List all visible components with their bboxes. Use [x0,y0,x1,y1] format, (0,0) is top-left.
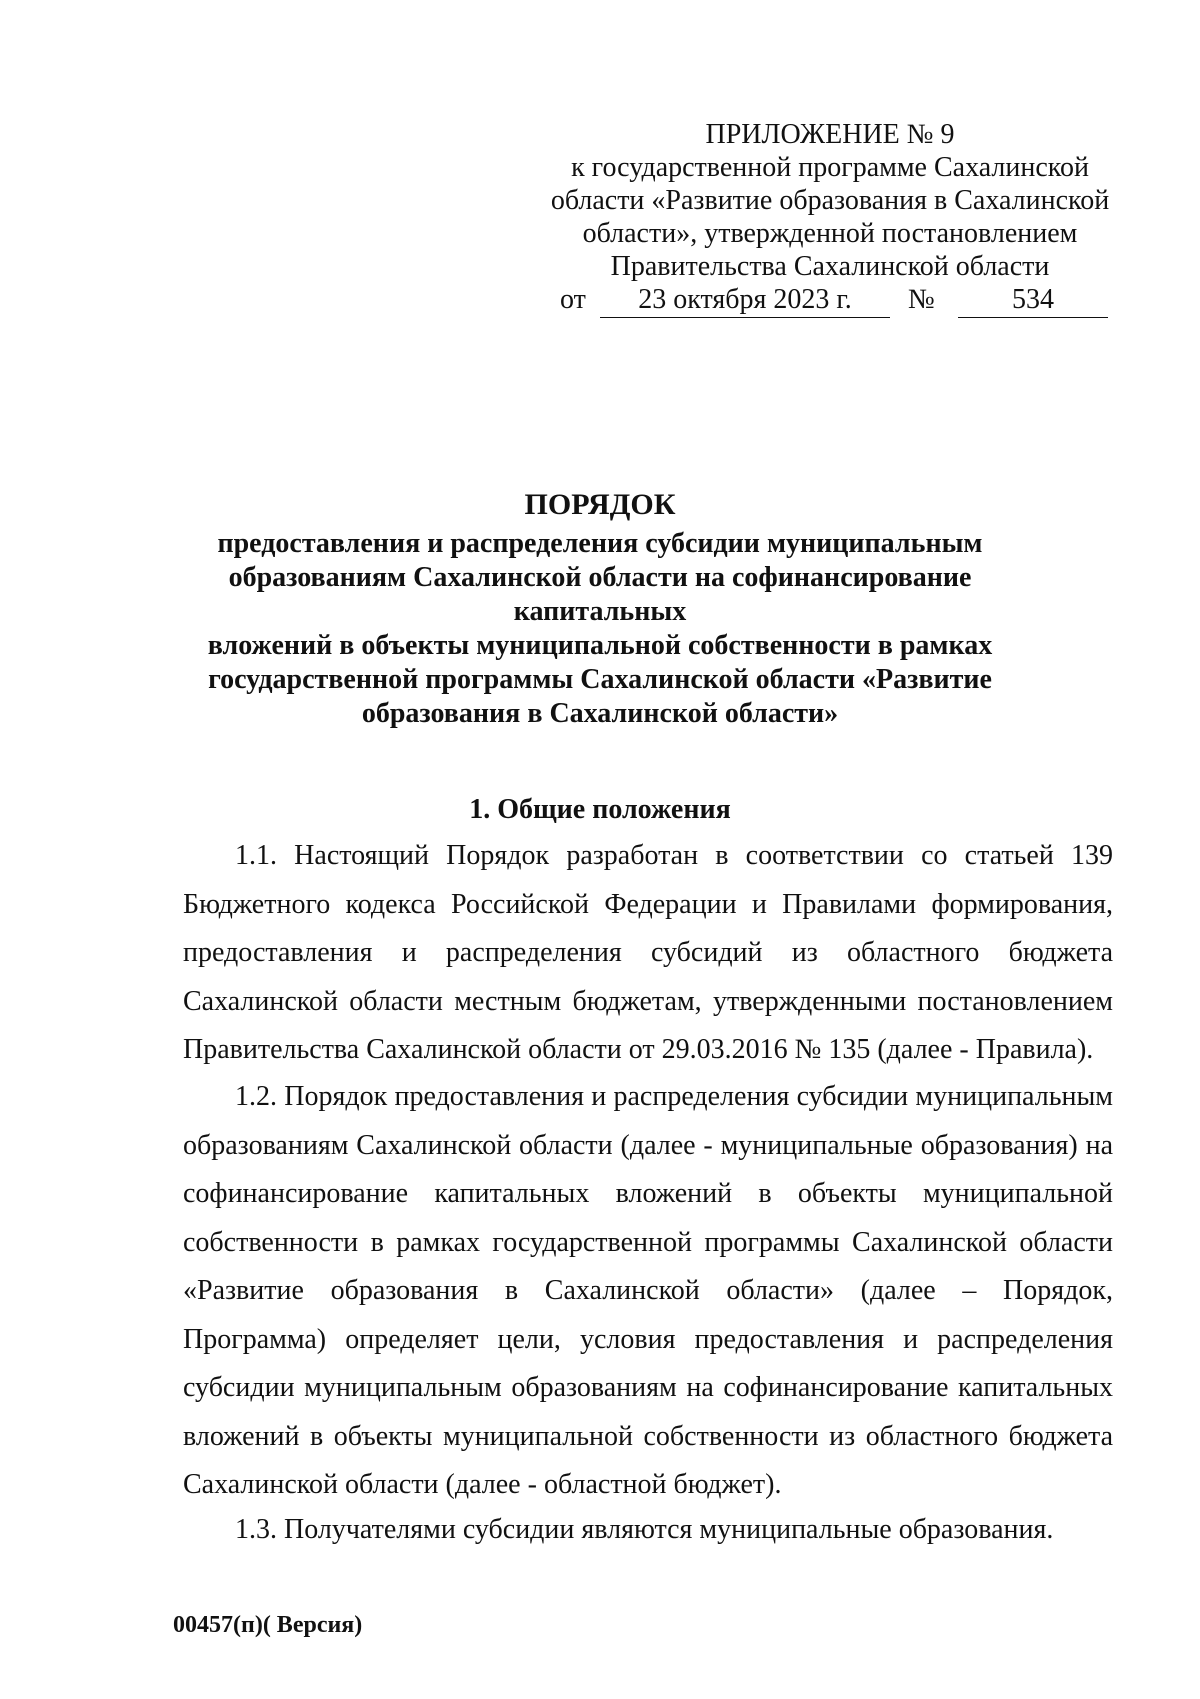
paragraph-line: субсидии муниципальным образованиям на софинансирование капитальных [183,1372,1113,1403]
paragraph-line: Бюджетного кодекса Российской Федерации и Правилами формирования, [183,888,1113,920]
paragraph-1-3 [183,1506,1113,1555]
document-version: ( Версия) [262,1612,363,1638]
document-code [173,1611,362,1639]
paragraph-line: «Развитие образования в Сахалинской области» (далее – Порядок, [183,1275,1113,1306]
resolution-date: 23 октября 2023 г. [600,284,890,318]
number-sign: № [908,284,935,315]
subtitle-line: государственной программы Сахалинской области «Развитие [208,664,992,695]
paragraph-line: Сахалинской области (далее - областной бюджет). [183,1469,782,1500]
paragraph-line: 1.2. Порядок предоставления и распределения субсидии муниципальным [235,1081,1113,1112]
paragraph-line: вложений в объекты муниципальной собственности из областного бюджета [183,1420,1113,1452]
paragraph-line: 1.1. Настоящий Порядок разработан в соответствии со статьей 139 [235,840,1113,871]
document-title: ПОРЯДОК [524,488,676,521]
paragraph-line: предоставления и распределения субсидий из областного бюджета [183,937,1113,968]
appendix-line: области «Развитие образования в Сахалинской [550,185,1110,216]
section-heading: 1. Общие положения [469,794,731,825]
appendix-header [540,118,1120,283]
paragraph-line: собственности в рамках государственной программы Сахалинской области [183,1226,1113,1258]
subtitle-line: предоставления и распределения субсидии муниципальным [217,528,983,559]
paragraph-line: 1.3. Получателями субсидии являются муниципальные образования. [235,1514,1054,1545]
subtitle-line: образования в Сахалинской области» [361,698,839,729]
document-subtitle [150,527,1050,731]
appendix-title: ПРИЛОЖЕНИЕ № 9 [705,119,955,150]
paragraph-line: Сахалинской области местным бюджетам, утвержденными постановлением [183,985,1113,1017]
appendix-line: к государственной программе Сахалинской [571,152,1089,183]
resolution-number: 534 [958,284,1108,318]
paragraph-line: образованиям Сахалинской области (далее - муниципальные образования) на [183,1129,1113,1161]
paragraph-line: софинансирование капитальных вложений в объекты муниципальной [183,1178,1113,1209]
subtitle-line: вложений в объекты муниципальной собственности в рамках [207,630,993,661]
appendix-line: Правительства Сахалинской области [610,251,1050,282]
appendix-line: области», утвержденной постановлением [582,218,1078,249]
document-code-number: 00457(п) [173,1612,263,1638]
paragraph-line: Правительства Сахалинской области от 29.03.2016 № 135 (далее - Правила). [183,1034,1094,1065]
subtitle-line: образованиям Сахалинской области на софинансирование капитальных [228,562,972,627]
paragraph-1-1 [183,832,1113,1075]
date-prefix: от [560,284,586,315]
resolution-date-line [560,284,1120,318]
paragraph-line: Программа) определяет цели, условия предоставления и распределения [183,1323,1113,1355]
paragraph-1-2 [183,1073,1113,1510]
